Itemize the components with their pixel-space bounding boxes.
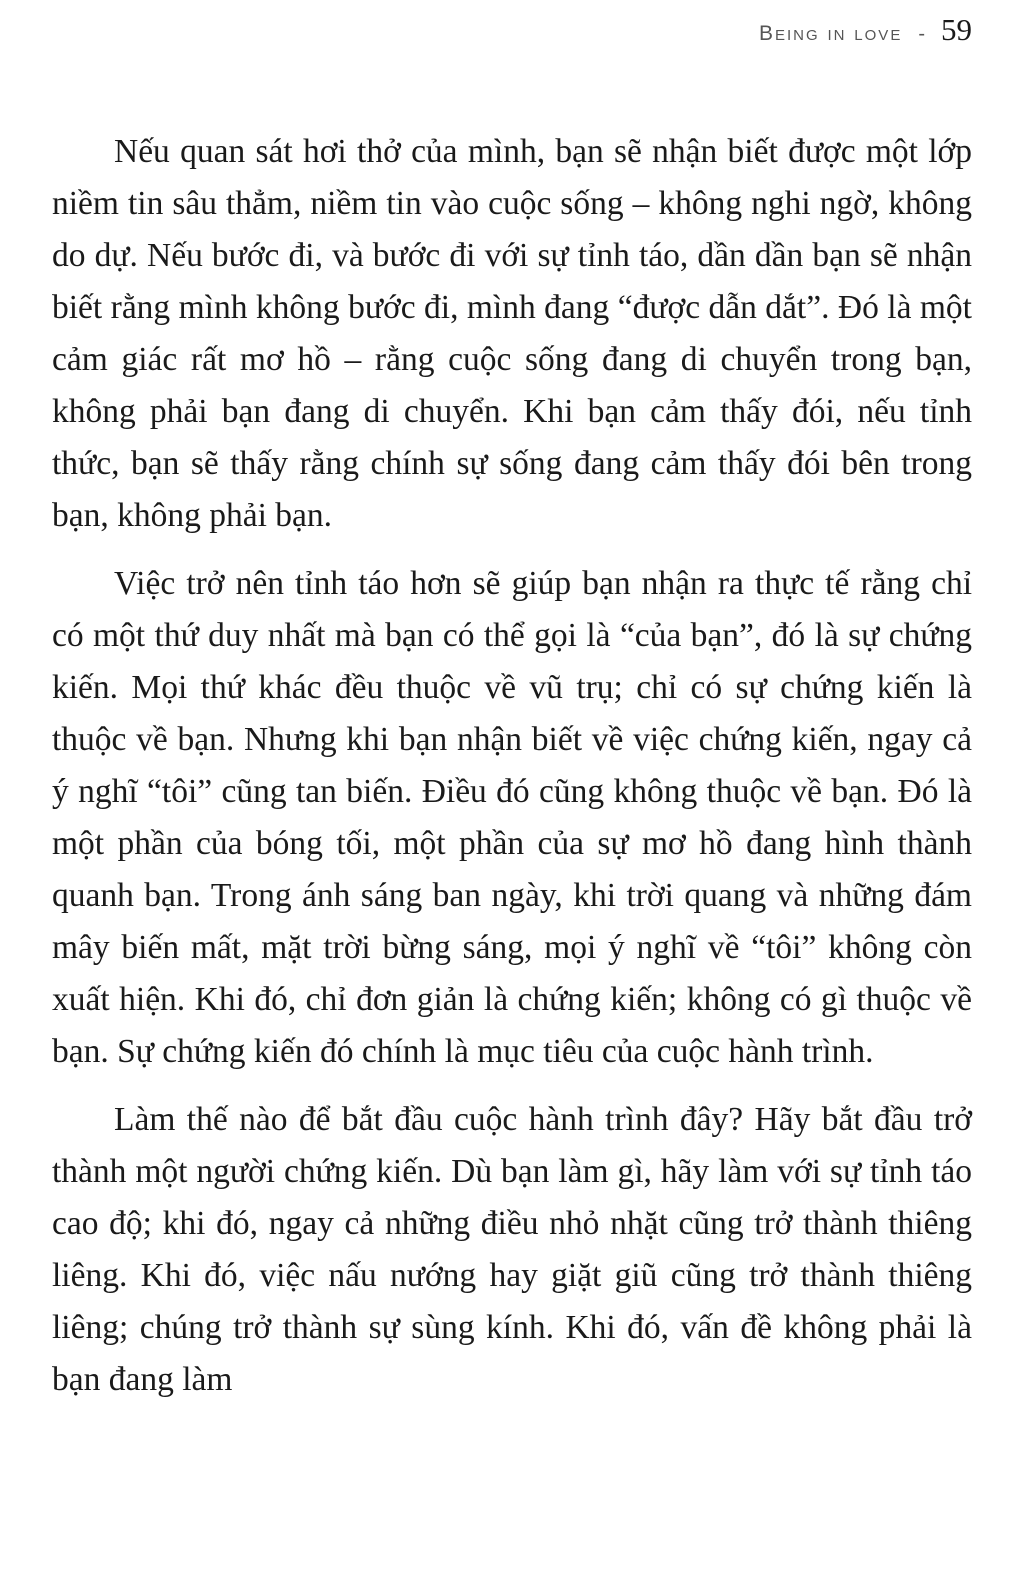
paragraph: Làm thế nào để bắt đầu cuộc hành trình đây? Hãy bắt đầu trở thành một người chứng kiến. Dù bạn làm gì, hãy làm với sự tỉnh táo cao độ; khi đó, ngay cả những điều nhỏ nhặt cũng trở thành thiêng liêng. Khi đó, việc nấu nướng hay giặt giũ cũng trở thành thiêng liêng; chúng trở thành sự sùng kính. Khi đó, vấn đề không phải là bạn đang làm bbox=[52, 1101, 972, 1398]
header-separator: - bbox=[918, 23, 925, 45]
chapter-title: Being in love bbox=[758, 22, 903, 45]
body-text bbox=[52, 126, 972, 1422]
paragraph: Nếu quan sát hơi thở của mình, bạn sẽ nhận biết được một lớp niềm tin sâu thẳm, niềm tin vào cuộc sống – không nghi ngờ, không do dự. Nếu bước đi, và bước đi với sự tỉnh táo, dần dần bạn sẽ nhận biết rằng mình không bước đi, mình đang “được dẫn dắt”. Đó là một cảm giác rất mơ hồ – rằng cuộc sống đang di chuyển trong bạn, không phải bạn đang di chuyển. Khi bạn cảm thấy đói, nếu tỉnh thức, bạn sẽ thấy rằng chính sự sống đang cảm thấy đói bên trong bạn, không phải bạn. bbox=[52, 133, 972, 534]
running-header bbox=[759, 12, 972, 48]
page-number: 59 bbox=[941, 12, 972, 47]
paragraph: Việc trở nên tỉnh táo hơn sẽ giúp bạn nhận ra thực tế rằng chỉ có một thứ duy nhất mà bạn có thể gọi là “của bạn”, đó là sự chứng kiến. Mọi thứ khác đều thuộc về vũ trụ; chỉ có sự chứng kiến là thuộc về bạn. Nhưng khi bạn nhận biết về việc chứng kiến, ngay cả ý nghĩ “tôi” cũng tan biến. Điều đó cũng không thuộc về bạn. Đó là một phần của bóng tối, một phần của sự mơ hồ đang hình thành quanh bạn. Trong ánh sáng ban ngày, khi trời quang và những đám mây biến mất, mặt trời bừng sáng, mọi ý nghĩ về “tôi” không còn xuất hiện. Khi đó, chỉ đơn giản là chứng kiến; không có gì thuộc về bạn. Sự chứng kiến đó chính là mục tiêu của cuộc hành trình. bbox=[52, 565, 972, 1070]
